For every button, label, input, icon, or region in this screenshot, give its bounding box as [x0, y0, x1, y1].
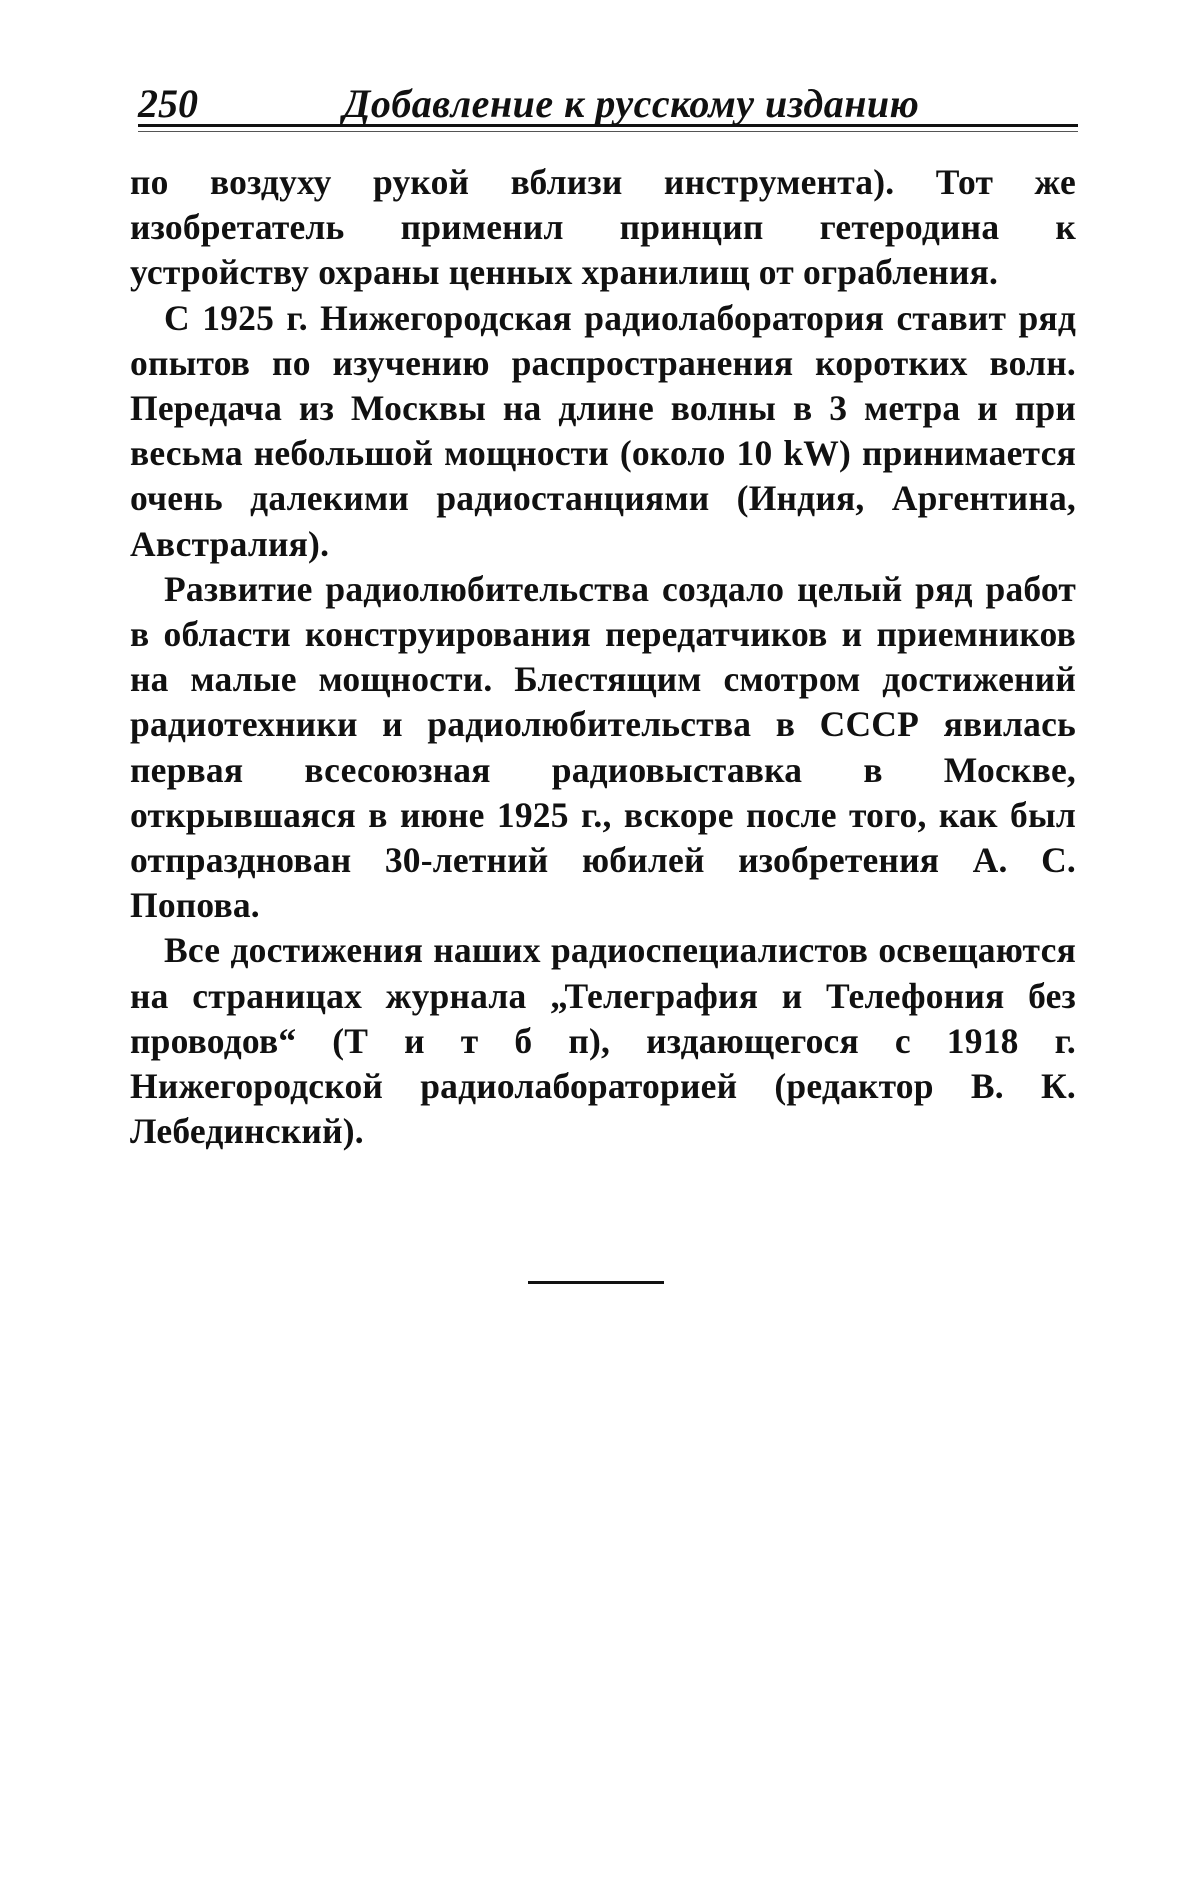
body-text [130, 160, 1076, 1154]
page-number: 250 [138, 81, 198, 126]
running-title: Добавление к русскому изданию [343, 81, 920, 126]
section-end-rule [528, 1281, 664, 1284]
paragraph-3: Развитие радиолюбительства создало целый ряд работ в области конструирования передатчиков и приемников на малые мощности. Блестящим смотром достижений радиотехники и радиолюбительства в СССР явилась первая всесоюзная радиовыставка в Москве, открывшаяся в июне 1925 г., вскоре после того, как был отпразднован 30-летний юбилей изобретения А. С. Попова. [130, 568, 1076, 926]
header-rule-thin [138, 131, 1078, 132]
header-rule [138, 124, 1078, 127]
paragraph-4: Все достижения наших радиоспециалистов освещаются на страницах журнала „Телеграфия и Телефония без проводов“ (Т и т б п), издающегося с 1918 г. Нижегородской радиолабораторией (редактор В. К. Лебединский). [130, 930, 1076, 1152]
paragraph-1: по воздуху рукой вблизи инструмента). Тот же изобретатель применил принцип гетеродина к устройству охраны ценных хранилищ от ограбления. [130, 162, 1076, 293]
paragraph-2: С 1925 г. Нижегородская радиолаборатория ставит ряд опытов по изучению распространения коротких волн. Передача из Москвы на длине волны в 3 метра и при весьма небольшой мощности (около 10 kW) принимается очень далекими радиостанциями (Индия, Аргентина, Австралия). [130, 297, 1076, 564]
